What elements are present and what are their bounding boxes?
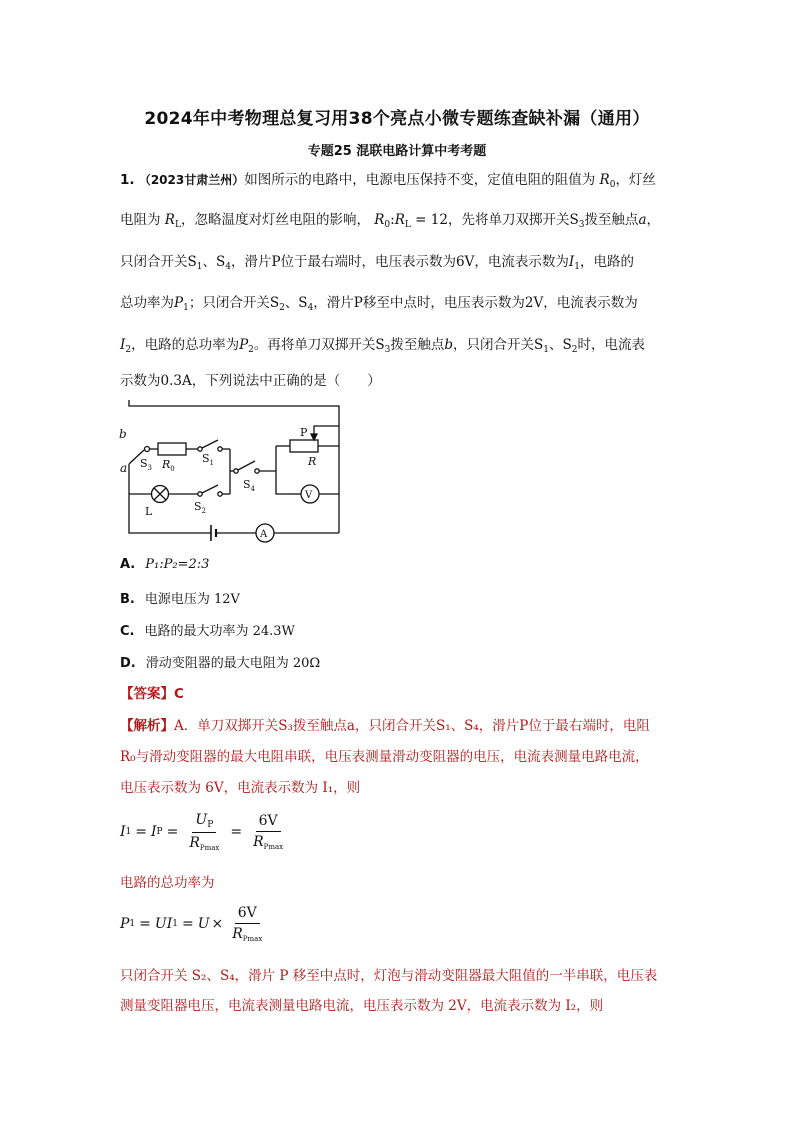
question-line-5: $I_2$，电路的总功率为$P_2$。再将单刀双掷开关$S_3$拨至触点b，只闭合开关$S_1$、$S_2$时，电流表 [120, 337, 646, 355]
option-c: C. 电路的最大功率为 24.3W [120, 624, 295, 639]
top-wire [129, 400, 339, 428]
question-text: ，滑片P移至中点时，电压表示数为2V，电流表示数为 [313, 295, 638, 311]
question-line-4: 总功率为$P_1$；只闭合开关$S_2$、$S_4$，滑片P移至中点时，电压表示数为2V，电流表示数为 [120, 295, 638, 313]
question-text: ，先将单刀双掷开关S [447, 212, 579, 228]
analysis-line-5: 只闭合开关 S₂、S₄，滑片 P 移至中点时，灯泡与滑动变阻器最大阻值的一半串联，电压表 [120, 968, 658, 984]
question-text: 拨至触点 [584, 212, 639, 228]
question-text: 总功率为 [120, 295, 174, 311]
question-number: 1. [120, 172, 135, 188]
label-s2: $S_2$ [194, 500, 207, 515]
analysis-line-4: 电路的总功率为 [120, 875, 215, 891]
rheostat-r [290, 440, 318, 452]
question-text: 。再将单刀双掷开关S [253, 337, 385, 353]
answer-line [120, 684, 680, 704]
question-line-3: 只闭合开关$S_1$、$S_4$，滑片P位于最右端时，电压表示数为6V，电流表示数为$I_1$，电路的 [120, 254, 634, 272]
formula-2: P 1 = U I 1 = U × $\frac{6V}{R_{Pmax}}$ [120, 905, 263, 943]
analysis-line-6: 测量变阻器电压，电流表测量电路电流，电压表示数为 2V，电流表示数为 I₂，则 [120, 998, 604, 1014]
question-text: 、S [549, 337, 572, 353]
option-a: A. P₁:P₂=2:3 [120, 557, 210, 572]
switch-s1-blade [202, 440, 218, 448]
switch-s2-blade [202, 485, 218, 493]
analysis-label: 【解析】 [120, 718, 174, 734]
question-source: （2023甘肃兰州） [138, 173, 245, 187]
question-text: 、S [202, 254, 226, 270]
question-line-2: 电阻为 $R_L$，忽略温度对灯丝电阻的影响， $R_0:R_L = 12$，先将单刀双掷开关$S_3$拨至触点a， [120, 212, 660, 230]
label-l: L [145, 505, 153, 518]
question-text: 时，电流表 [577, 337, 646, 353]
label-s4: $S_4$ [243, 478, 256, 493]
label-v: V [305, 490, 313, 501]
question-text: ，灯丝 [615, 172, 656, 188]
question-text: ；只闭合开关S [188, 295, 280, 311]
analysis-line-2: R₀与滑动变阻器的最大电阻串联，电压表测量滑动变阻器的电压，电流表测量电路电流， [120, 749, 649, 765]
label-s3: $S_3$ [140, 457, 153, 472]
label-r: R [308, 455, 317, 468]
label-r0: $R_0$ [162, 458, 175, 473]
question-line-1: 1. （2023甘肃兰州）如图所示的电路中，电源电压保持不变，定值电阻的阻值为 $R_0$，灯丝 [120, 172, 656, 190]
question-text: 、S [284, 295, 308, 311]
question-text: 拨至触点 [390, 337, 445, 353]
label-p: P [300, 426, 308, 439]
question-text: ，电路的 [579, 254, 634, 270]
label-b: b [119, 427, 127, 441]
question-text: 如图所示的电路中，电源电压保持不变，定值电阻的阻值为 [244, 172, 596, 188]
switch-s4-blade [238, 461, 255, 470]
left-bottom-wire [129, 464, 208, 533]
label-a: a [120, 461, 128, 475]
resistor-r0 [158, 443, 186, 455]
circuit-diagram [118, 398, 348, 543]
question-text: ，忽略温度对灯丝电阻的影响， [180, 212, 370, 228]
answer-value: C [174, 686, 184, 702]
option-d: D. 滑动变阻器的最大电阻为 20Ω [120, 656, 321, 671]
page-subtitle: 专题25 混联电路计算中考考题 [307, 144, 487, 159]
question-line-6: 示数为0.3A，下列说法中正确的是（ ） [120, 373, 381, 389]
label-a-meter: A [260, 529, 268, 540]
question-text: ，电路的总功率为 [131, 337, 240, 353]
question-text: ，只闭合开关S [453, 337, 544, 353]
analysis-line-1: 【解析】A．单刀双掷开关S₃拨至触点a，只闭合开关S₁、S₄，滑片P位于最右端时，电阻 [120, 718, 650, 734]
question-text: 只闭合开关S [120, 254, 197, 270]
analysis-line-3: 电压表示数为 6V，电流表示数为 I₁，则 [120, 780, 361, 796]
page-title: 2024年中考物理总复习用38个亮点小微专题练查缺补漏（通用） [144, 109, 650, 129]
formula-1: I 1 = I P = $\frac{U_P}{R_{Pmax}}$ = $\frac{6V}{R_{Pmax}}$ [120, 812, 284, 852]
question-text: ， [646, 212, 660, 228]
slider-p [314, 426, 339, 440]
option-b: B. 电源电压为 12V [120, 592, 240, 607]
label-s1: $S_1$ [202, 452, 215, 467]
answer-label: 【答案】 [120, 686, 174, 702]
question-text: 电阻为 [120, 212, 161, 228]
question-text: ，滑片P位于最右端时，电压表示数为6V，电流表示数为 [230, 254, 569, 270]
